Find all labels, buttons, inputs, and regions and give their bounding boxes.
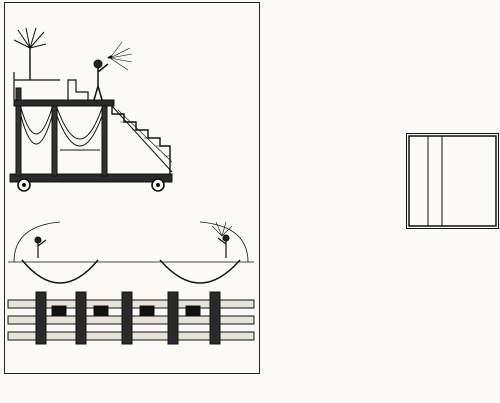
photometer-frame-figure: [406, 133, 499, 229]
engraving-figure: [0, 0, 262, 380]
engraving-illustration: [0, 0, 262, 380]
mobile-platform-drawing: [10, 28, 172, 191]
fixed-assembly-drawing: [8, 222, 254, 344]
